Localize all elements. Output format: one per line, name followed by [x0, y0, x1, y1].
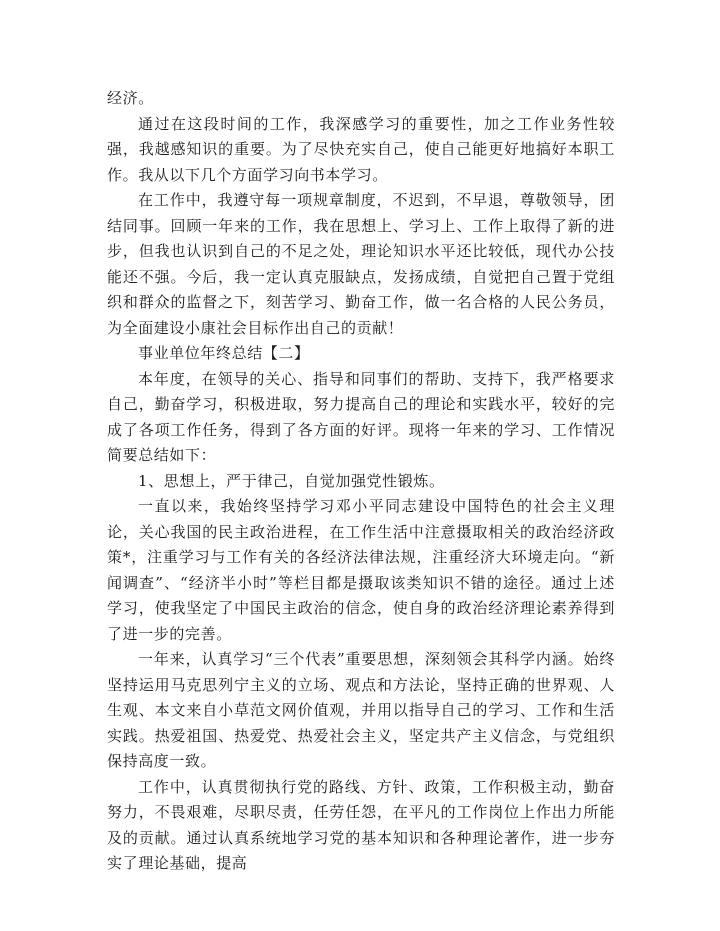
paragraph-annual-intro: 本年度，在领导的关心、指导和同事们的帮助、支持下，我严格要求自己，勤奋学习，积极进取，努力提高自己的理论和实践水平，较好的完成了各项工作任务，得到了各方面的好评。现将一年来的学习、工作情况简要总结如下：	[107, 369, 615, 464]
paragraph-work-discipline: 在工作中，我遵守每一项规章制度，不迟到，不早退，尊敬领导，团结同事。回顾一年来的工作，我在思想上、学习上、工作上取得了新的进步，但我也认识到自己的不足之处，理论知识水平还比较低，现代办公技能还不强。今后，我一定认真克服缺点，发扬成绩，自觉把自己置于党组织和群众的监督之下，刻苦学习、勤奋工作，做一名合格的人民公务员，为全面建设小康社会目标作出自己的贡献！	[107, 191, 615, 337]
section-heading: 事业单位年终总结【二】	[138, 344, 310, 362]
paragraph-three-represents: 一年来，认真学习“三个代表”重要思想，深刻领会其科学内涵。始终坚持运用马克思列宁主义的立场、观点和方法论，坚持正确的世界观、人生观、本文来自小草范文网价值观，并用以指导自己的学习、工作和生活实践。热爱祖国、热爱党、热爱社会主义，坚定共产主义信念，与党组织保持高度一致。	[107, 650, 615, 770]
paragraph-work-attitude: 工作中，认真贯彻执行党的路线、方针、政策，工作积极主动，勤奋努力，不畏艰难，尽职尽责，任劳任怨，在平凡的工作岗位上作出力所能及的贡献。通过认真系统地学习党的基本知识和各种理论著作，进一步夯实了理论基础，提高	[107, 777, 615, 872]
paragraph-continuation: 经济。	[107, 89, 154, 107]
document-body	[107, 86, 615, 877]
paragraph-study-importance: 通过在这段时间的工作，我深感学习的重要性，加之工作业务性较强，我越感知识的重要。为了尽快充实自己，使自己能更好地搞好本职工作。我从以下几个方面学习向书本学习。	[107, 114, 615, 184]
paragraph-point-one: 1、思想上，严于律己，自觉加强党性锻炼。	[138, 471, 445, 490]
paragraph-theory-study: 一直以来，我始终坚持学习邓小平同志建设中国特色的社会主义理论，关心我国的民主政治进程，在工作生活中注意摄取相关的政治经济政策*，注重学习与工作有关的各经济法律法规，注重经济大环境走向。“新闻调查”、“经济半小时”等栏目都是摄取该类知识不错的途径。通过上述学习，使我坚定了中国民主政治的信念，使自身的政治经济理论素养得到了进一步的完善。	[107, 497, 615, 643]
